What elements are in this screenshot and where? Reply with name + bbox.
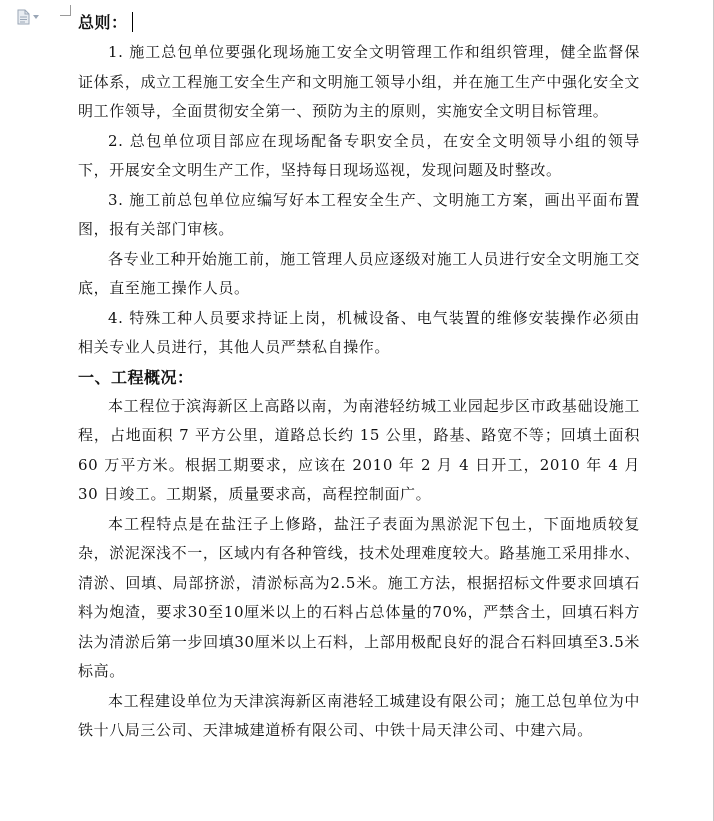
- margin-corner-mark: [60, 5, 71, 16]
- general-item-2: 2. 总包单位项目部应在现场配备专职安全员，在安全文明领导小组的领导下，开展安全文明生产工作，坚持每日现场巡视，发现问题及时整改。: [78, 131, 640, 179]
- chevron-down-icon: [33, 15, 39, 19]
- general-item-1: 1. 施工总包单位要强化现场施工安全文明管理工作和组织管理，健全监督保证体系，成立工程施工安全生产和文明施工领导小组，并在施工生产中强化安全文明工作领导，全面贯彻安全第一、预防为主的原则，实施安全文明目标管理。: [78, 43, 640, 120]
- text-cursor: [132, 12, 133, 32]
- overview-paragraph-2: 本工程特点是在盐汪子上修路，盐汪子表面为黑淤泥下包土，下面地质较复杂，淤泥深浅不一，区域内有各种管线，技术处理难度较大。路基施工采用排水、清淤、回填、局部挤淤，清淤标高为2.5米。施工方法，根据招标文件要求回填石料为炮渣，要求30至10厘米以上的石料占总体量的70%，严禁含土，回填石料方法为清淤后第一步回填30厘米以上石料，上部用极配良好的混合石料回填至3.5米标高。: [78, 514, 640, 680]
- document-body[interactable]: [78, 8, 640, 746]
- general-item-3-note: 各专业工种开始施工前，施工管理人员应逐级对施工人员进行安全文明施工交底，直至施工操作人员。: [78, 249, 640, 297]
- document-icon: [17, 9, 30, 25]
- overview-paragraph-1: 本工程位于滨海新区上高路以南，为南港轻纺城工业园起步区市政基础设施工程，占地面积 7 平方公里，道路总长约 15 公里，路基、路宽不等；回填土面积 60 万平方米。根据工期要求，应该在 2010 年 2 月 4 日开工，2010 年 4 月 30 日竣工。工期紧，质量要求高，高程控制面广。: [78, 396, 640, 503]
- general-heading: [78, 8, 640, 37]
- document-menu[interactable]: [17, 9, 39, 25]
- general-heading-text: 总则：: [78, 13, 128, 32]
- overview-paragraph-3: 本工程建设单位为天津滨海新区南港轻工城建设有限公司；施工总包单位为中铁十八局三公司、天津城建道桥有限公司、中铁十局天津公司、中建六局。: [78, 691, 640, 739]
- general-item-4: 4. 特殊工种人员要求持证上岗，机械设备、电气装置的维修安装操作必须由相关专业人员进行，其他人员严禁私自操作。: [78, 308, 640, 356]
- general-item-3: 3. 施工前总包单位应编写好本工程安全生产、文明施工方案，画出平面布置图，报有关部门审核。: [78, 190, 640, 238]
- section-heading-overview: 一、工程概况：: [78, 367, 194, 387]
